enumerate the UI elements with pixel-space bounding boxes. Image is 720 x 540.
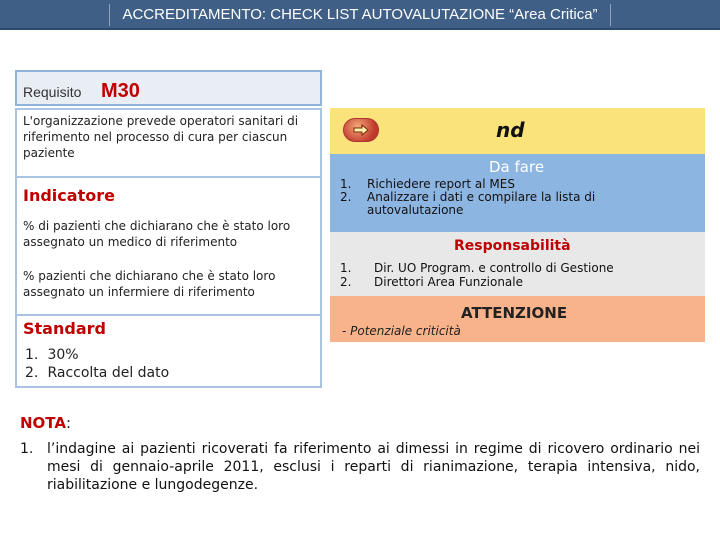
responsabilita-item-text: Direttori Area Funzionale <box>374 275 523 289</box>
standard-item <box>25 364 169 382</box>
header-bar <box>0 0 720 30</box>
nota-title-text: NOTA <box>20 414 66 432</box>
responsabilita-item-num: 2. <box>340 275 352 289</box>
requisito-description-text: L'organizzazione prevede operatori sanitari di riferimento nel processo di cura per ciascun paziente <box>23 114 299 160</box>
responsabilita-item-num: 1. <box>340 261 352 275</box>
arrow-right-icon-svg <box>353 124 369 136</box>
indicatore-box <box>15 176 322 316</box>
standard-box <box>15 314 322 388</box>
responsabilita-list <box>340 261 614 289</box>
da-fare-item-text: Analizzare i dati e compilare la lista di autovalutazione <box>367 190 596 217</box>
responsabilita-title: Responsabilità <box>454 238 571 254</box>
requisito-label: Requisito <box>23 84 82 100</box>
standard-title: Standard <box>23 319 106 338</box>
arrow-right-icon[interactable] <box>343 118 379 142</box>
requisito-code: M30 <box>101 80 140 102</box>
responsabilita-item <box>340 261 614 275</box>
da-fare-item-num: 2. <box>340 190 352 204</box>
nota-colon: : <box>65 414 72 432</box>
indicatore-item: % pazienti che dichiarano che è stato loro assegnato un infermiere di riferimento <box>23 269 276 299</box>
nota-item <box>20 440 700 494</box>
standard-item-num: 1. <box>25 347 39 363</box>
da-fare-title: Da fare <box>489 158 545 176</box>
nota-title <box>20 414 71 432</box>
attenzione-item: - Potenziale criticità <box>342 324 461 338</box>
indicatore-title: Indicatore <box>23 186 115 205</box>
indicatore-item: % di pazienti che dichiarano che è stato loro assegnato un medico di riferimento <box>23 219 291 249</box>
da-fare-item <box>340 191 610 217</box>
standard-item <box>25 346 169 364</box>
nota-item-num: 1. <box>20 441 34 457</box>
status-value: nd <box>496 118 525 142</box>
responsabilita-item <box>340 275 614 289</box>
attenzione-title: ATTENZIONE <box>461 304 568 322</box>
nota-item-text: l’indagine ai pazienti ricoverati fa riferimento ai dimessi in regime di ricovero ordinario nei mesi di gennaio-aprile 2011, esclusi i reparti di rianimazione, terapia intensiva, nido, riabilitazione e lungodegenze. <box>47 441 700 493</box>
da-fare-item-text: Richiedere report al MES <box>367 177 515 191</box>
standard-item-text: 30% <box>47 347 79 363</box>
requisito-box <box>15 70 322 106</box>
da-fare-item-num: 1. <box>340 177 352 191</box>
page-title: ACCREDITAMENTO: CHECK LIST AUTOVALUTAZIONE “Area Critica” <box>109 4 610 26</box>
standard-item-num: 2. <box>25 365 39 381</box>
requisito-description <box>15 108 322 178</box>
responsabilita-item-text: Dir. UO Program. e controllo di Gestione <box>374 261 614 275</box>
standard-list <box>25 346 169 382</box>
da-fare-list <box>340 178 610 217</box>
standard-item-text: Raccolta del dato <box>47 365 170 381</box>
